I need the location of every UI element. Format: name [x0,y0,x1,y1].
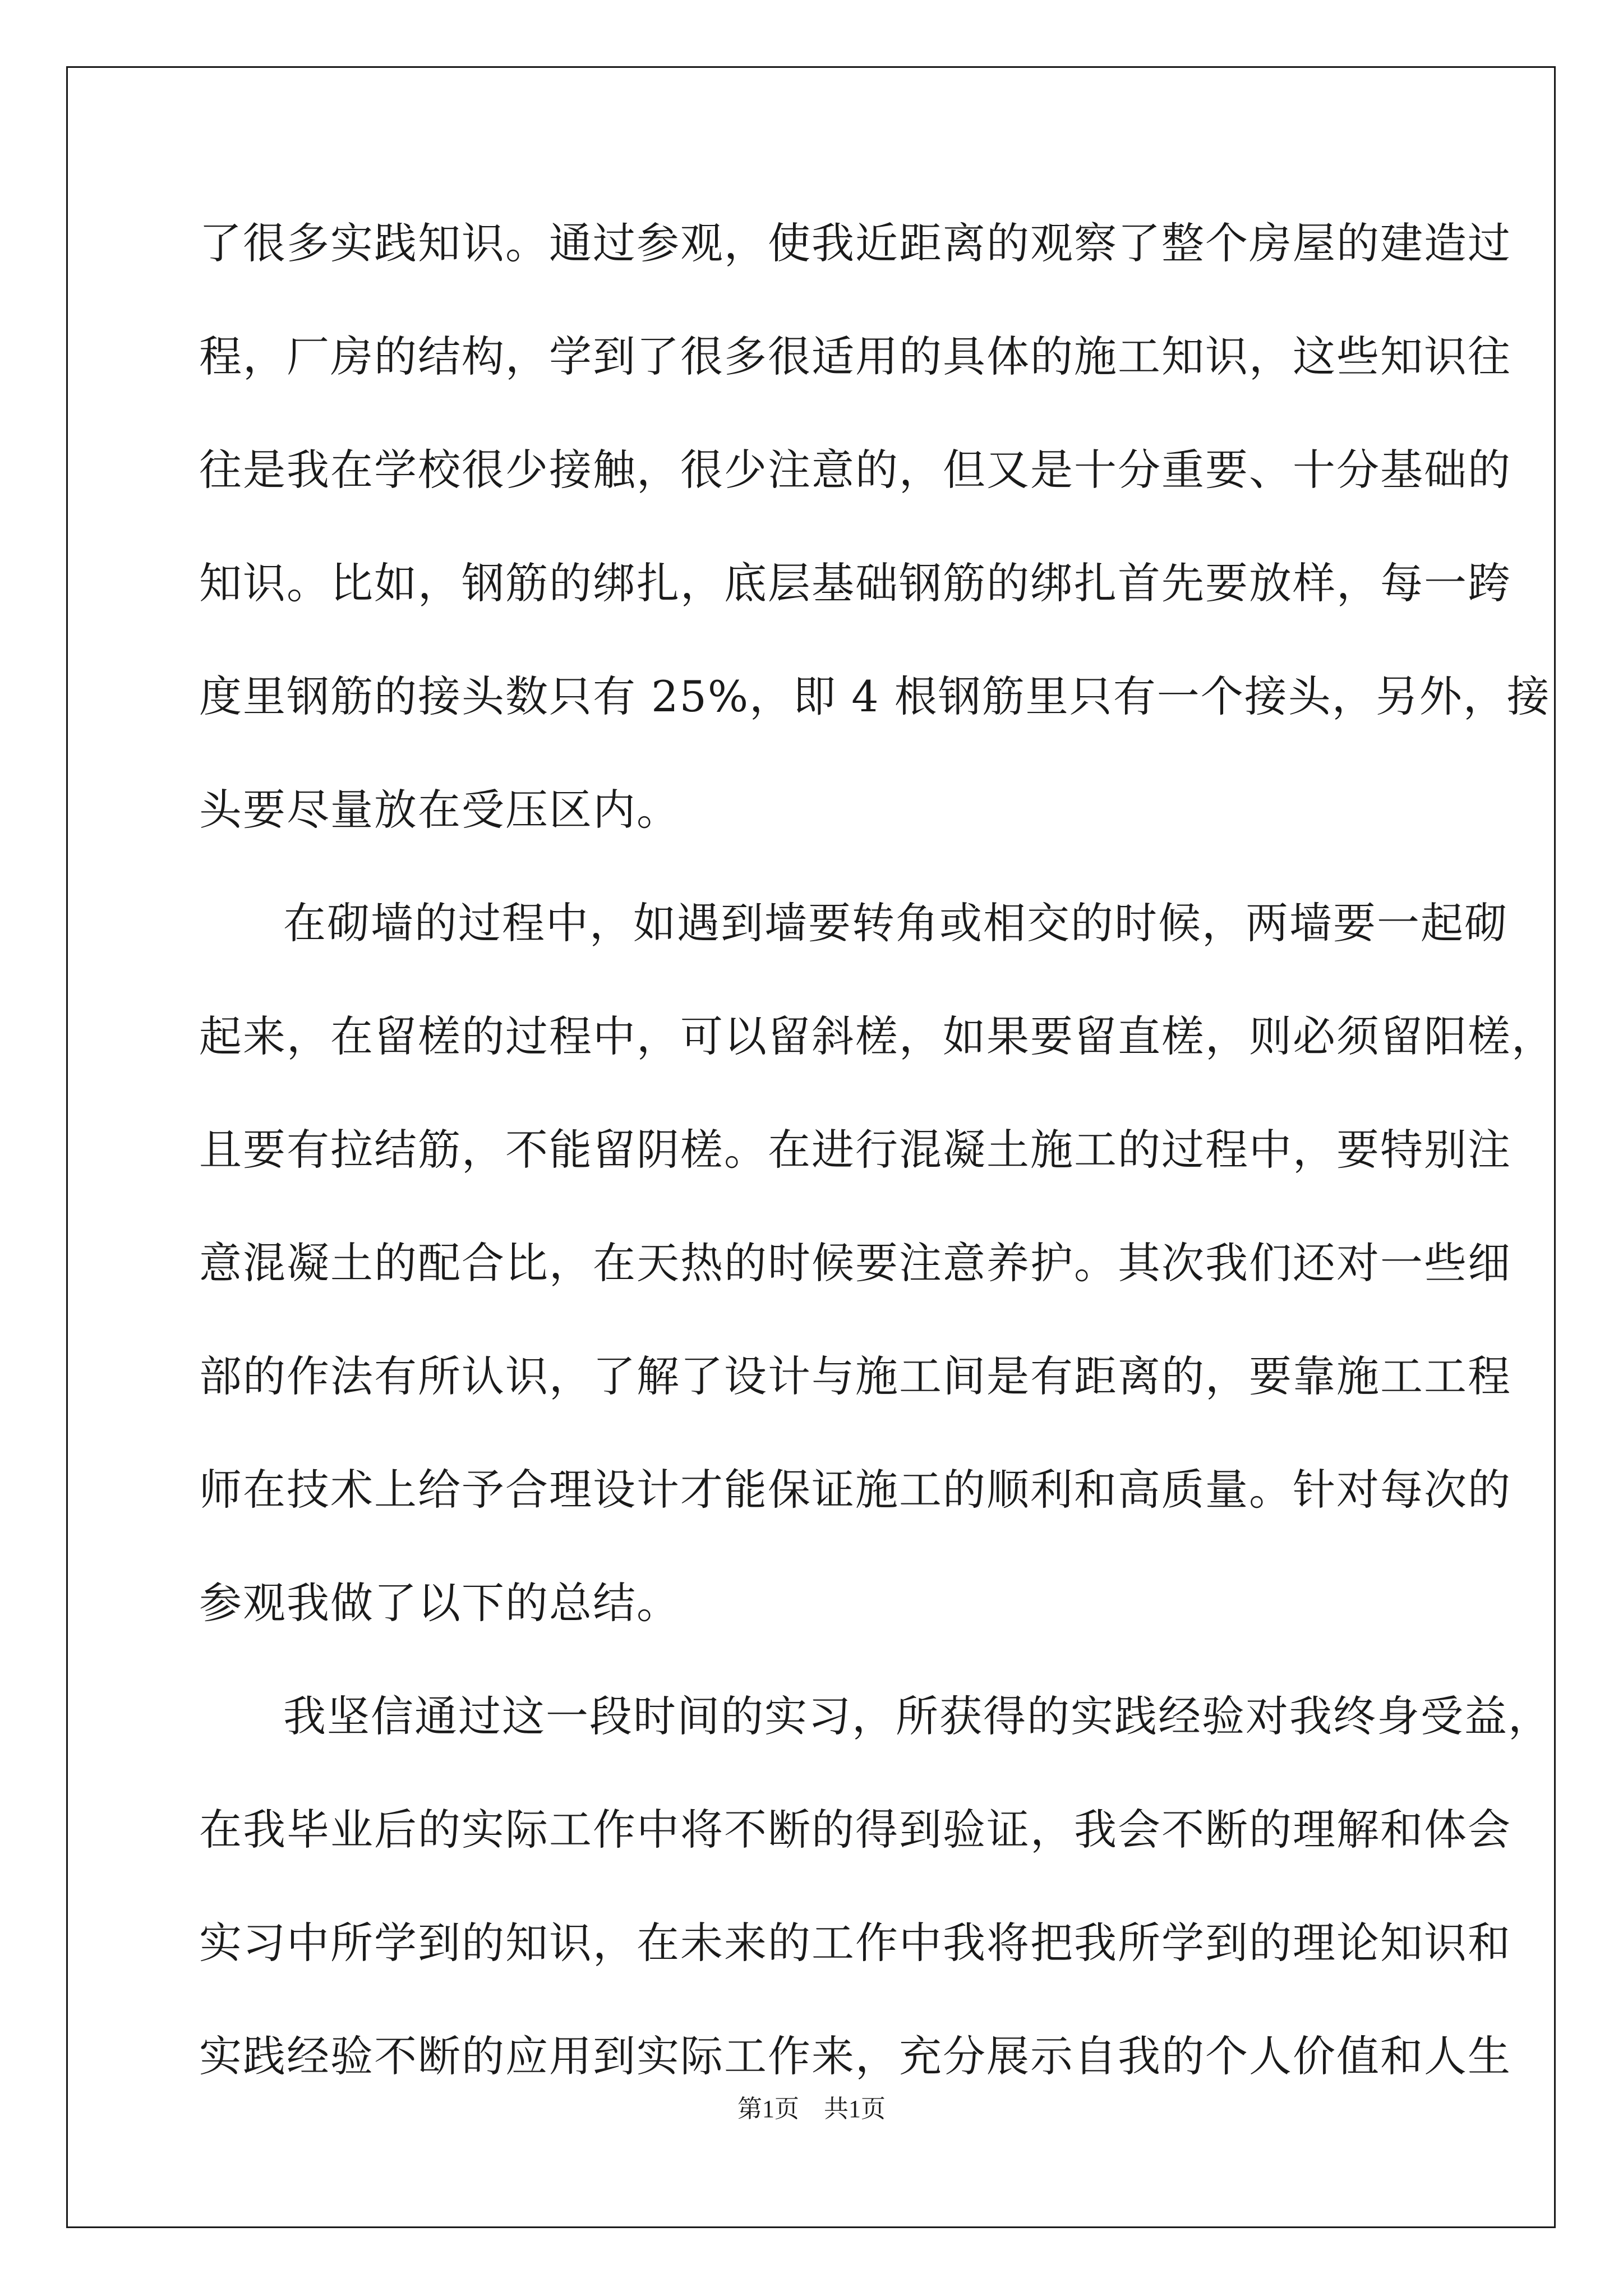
body-line: 头要尽量放在受压区内。 [199,785,680,835]
body-line: 知识。比如，钢筋的绑扎，底层基础钢筋的绑扎首先要放样，每一跨 [199,558,1511,608]
page-number: 第1页 [737,2095,799,2123]
body-line: 起来，在留槎的过程中，可以留斜槎，如果要留直槎，则必须留阳槎， [199,1011,1555,1061]
body-line: 意混凝土的配合比，在天热的时候要注意养护。其次我们还对一些细 [199,1238,1511,1288]
body-line: 往是我在学校很少接触，很少注意的，但又是十分重要、十分基础的 [199,445,1511,495]
body-line: 了很多实践知识。通过参观，使我近距离的观察了整个房屋的建造过 [199,218,1511,268]
body-line: 在砌墙的过程中，如遇到墙要转角或相交的时候，两墙要一起砌 [283,898,1508,948]
page-footer [0,2093,1623,2125]
body-line: 师在技术上给予合理设计才能保证施工的顺利和高质量。针对每次的 [199,1465,1511,1515]
body-line: 程，厂房的结构，学到了很多很适用的具体的施工知识，这些知识往 [199,332,1511,381]
body-line: 且要有拉结筋，不能留阴槎。在进行混凝土施工的过程中，要特别注 [199,1125,1511,1175]
body-line: 实习中所学到的知识，在未来的工作中我将把我所学到的理论知识和 [199,1918,1511,1968]
body-line: 实践经验不断的应用到实际工作来，充分展示自我的个人价值和人生 [199,2031,1511,2081]
page-total: 共1页 [824,2095,886,2123]
body-line: 在我毕业后的实际工作中将不断的得到验证，我会不断的理解和体会 [199,1805,1511,1855]
body-line: 我坚信通过这一段时间的实习，所获得的实践经验对我终身受益， [283,1691,1552,1741]
body-line: 部的作法有所认识，了解了设计与施工间是有距离的，要靠施工工程 [199,1351,1511,1401]
body-line: 参观我做了以下的总结。 [199,1578,680,1628]
body-line: 度里钢筋的接头数只有 25%，即 4 根钢筋里只有一个接头，另外，接 [199,671,1551,721]
